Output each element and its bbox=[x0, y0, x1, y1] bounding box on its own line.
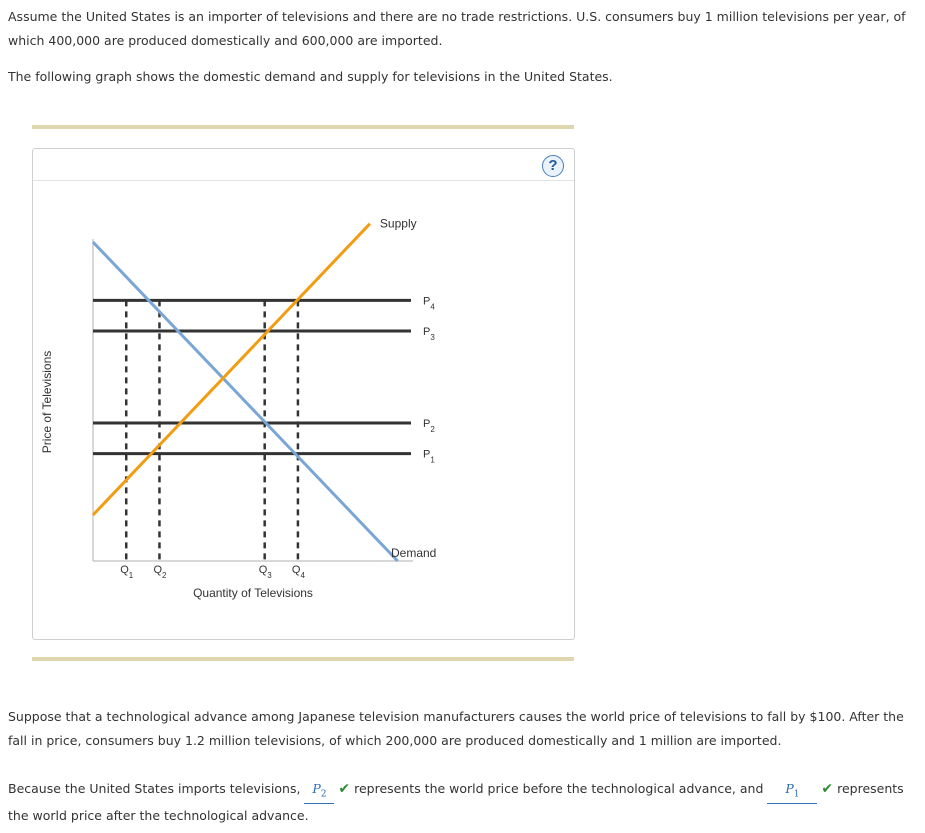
answer-dropdown-1[interactable] bbox=[304, 781, 334, 804]
supply-label: Supply bbox=[379, 216, 417, 231]
answer-dropdown-2[interactable] bbox=[767, 781, 817, 804]
price-label-p1: $P_1$ bbox=[423, 448, 435, 465]
price-label-p3: $P_3$ bbox=[423, 326, 435, 342]
divider-top bbox=[32, 125, 574, 129]
answer-1-letter: P bbox=[312, 781, 321, 796]
price-label-p4: $P_4$ bbox=[423, 295, 435, 312]
answer-2-letter: P bbox=[785, 781, 794, 796]
supply-curve bbox=[93, 224, 370, 515]
answer-2-sub: 1 bbox=[793, 789, 800, 800]
sentence-part-3: represents the world price after the technological advance. bbox=[8, 781, 904, 823]
scenario-paragraph: Suppose that a technological advance among Japanese television manufacturers causes the world price of televisions to fall by $100. After the fall in price, consumers buy 1.2 million televisions, of which 200,000 are produced domestically and 1 million are imported. bbox=[8, 709, 904, 748]
supply-demand-chart bbox=[33, 149, 574, 639]
help-icon[interactable]: ? bbox=[542, 155, 564, 177]
quantity-label-q1: $Q_1$ bbox=[120, 564, 134, 580]
graph-intro-paragraph: The following graph shows the domestic demand and supply for televisions in the United States. bbox=[8, 69, 613, 84]
demand-curve bbox=[93, 242, 398, 561]
answer-sentence bbox=[8, 777, 918, 828]
quantity-label-q2: $Q_2$ bbox=[153, 564, 167, 580]
intro-paragraph: Assume the United States is an importer of televisions and there are no trade restrictions. U.S. consumers buy 1 million televisions per year, of which 400,000 are produced domestically and 600,000 are imported. bbox=[8, 9, 906, 48]
sentence-part-1: Because the United States imports televisions, bbox=[8, 781, 301, 796]
divider-bottom bbox=[32, 657, 574, 661]
answer-1-sub: 2 bbox=[320, 789, 327, 800]
quantity-label-q3: $Q_3$ bbox=[258, 564, 272, 580]
correct-check-icon: ✔ bbox=[338, 781, 351, 797]
y-axis-title: Price of Televisions bbox=[40, 350, 54, 454]
quantity-label-q4: $Q_4$ bbox=[291, 564, 305, 580]
graph-panel bbox=[32, 148, 575, 640]
x-axis-title: Quantity of Televisions bbox=[193, 586, 313, 600]
correct-check-icon: ✔ bbox=[821, 781, 834, 797]
price-label-p2: $P_2$ bbox=[423, 418, 435, 434]
demand-label: Demand bbox=[391, 546, 437, 560]
sentence-part-2: represents the world price before the technological advance, and bbox=[354, 781, 764, 796]
